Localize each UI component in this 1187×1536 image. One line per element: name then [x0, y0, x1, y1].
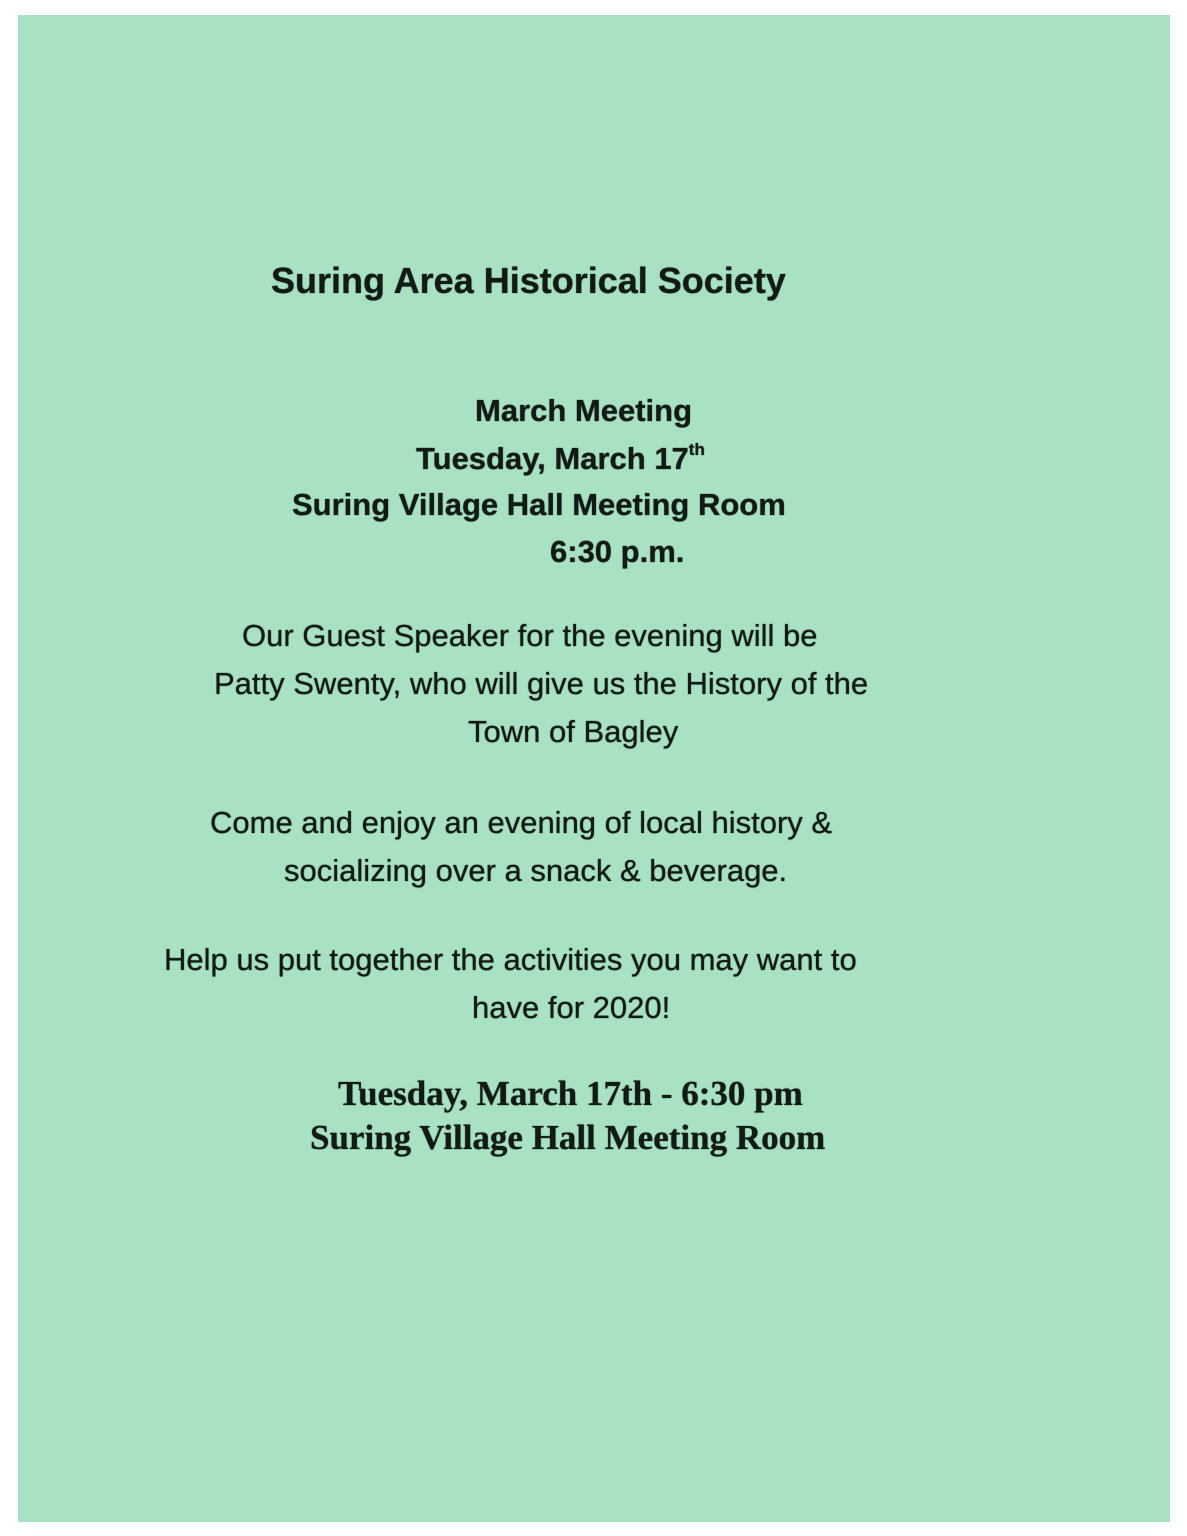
- activities-line-1: Help us put together the activities you may want to: [164, 942, 857, 977]
- meeting-date-suffix: th: [688, 440, 705, 459]
- speaker-line-2: Patty Swenty, who will give us the History of the: [214, 666, 869, 701]
- meeting-date: [416, 440, 705, 477]
- invite-line-1: Come and enjoy an evening of local history &: [210, 805, 833, 840]
- meeting-date-text: Tuesday, March 17: [416, 441, 689, 476]
- meeting-name: March Meeting: [475, 393, 693, 428]
- meeting-location: Suring Village Hall Meeting Room: [292, 487, 786, 522]
- meeting-time: 6:30 p.m.: [550, 534, 685, 569]
- flyer-page: [18, 15, 1170, 1522]
- activities-line-2: have for 2020!: [472, 990, 671, 1025]
- invite-line-2: socializing over a snack & beverage.: [284, 853, 788, 888]
- footer-location: Suring Village Hall Meeting Room: [310, 1118, 826, 1157]
- society-title: Suring Area Historical Society: [271, 260, 786, 301]
- speaker-line-1: Our Guest Speaker for the evening will be: [242, 618, 818, 653]
- speaker-line-3: Town of Bagley: [468, 714, 679, 749]
- footer-date-time: Tuesday, March 17th - 6:30 pm: [338, 1074, 803, 1113]
